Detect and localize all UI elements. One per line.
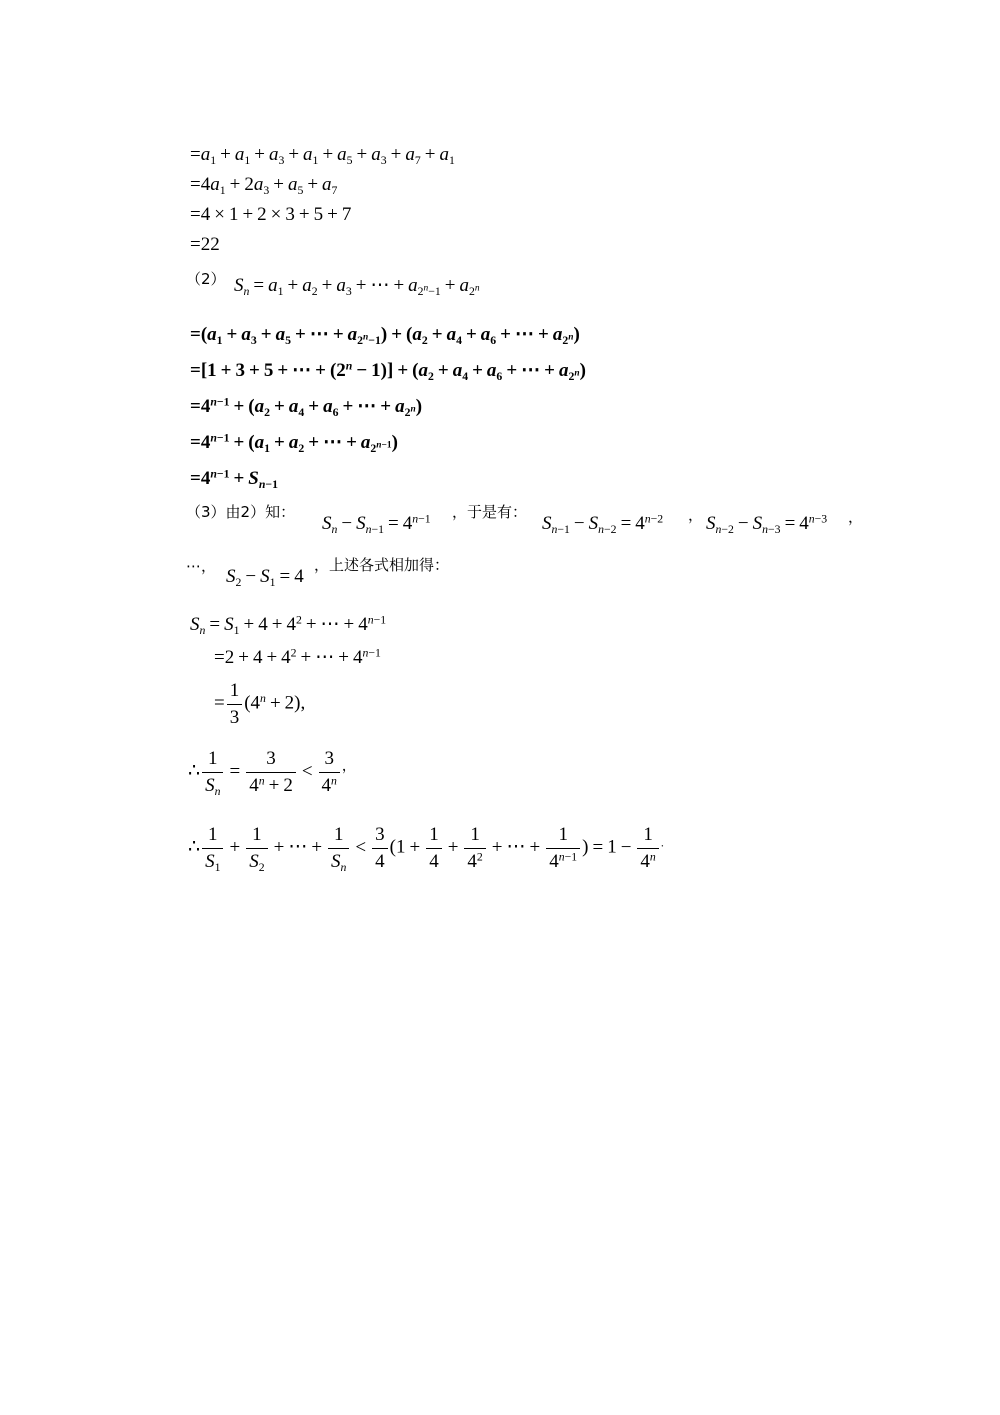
- fraction-1-over-4n: $\frac{1}{4^n}$: [637, 824, 658, 873]
- equation-line-1: $=a_1 + a_1 + a_3 + a_1 + a_5 + a_3 + a_7 + a_1$: [190, 144, 455, 168]
- part3-recurrence-2: $S_{n-1} - S_{n-2} = 4^{n-2}$: [542, 512, 664, 537]
- equation-line-4: =22: [190, 234, 220, 255]
- part3-recurrence-3: $S_{n-2} - S_{n-3} = 4^{n-3}$: [706, 512, 828, 537]
- fraction-3-over-4: $\frac{3}{4}$: [372, 824, 388, 873]
- sn-sum-line-1: $S_n = S_1 + 4 + 4^2$ + ⋯ + $4^{n-1}$: [190, 613, 387, 638]
- part2-sum-definition: $S_n = a_1 + a_2 + a_3$ + ⋯ + $a_{2^n-1} + a_{2^n}$: [234, 275, 480, 299]
- part3-yu-shi-you: ，于是有：: [452, 503, 528, 521]
- part2-step-4: $=4^{n-1} + (a_1 + a_2$ + ⋯ + $a_{2^{n-1}}$): [190, 431, 398, 456]
- fraction-1-over-sn: $\frac{1}{S_n}$: [202, 748, 223, 797]
- part2-step-2: =[1 + 3 + 5 + ⋯ + $(2^n - 1)] + (a_2 + a_4 + a_6$ + ⋯ + $a_{2^n}$): [190, 359, 586, 384]
- fraction-1-over-4-squared: $\frac{1}{4^2}$: [464, 824, 485, 873]
- fraction-3-over-4n-plus-2: $\frac{3}{4^n + 2}$: [246, 748, 296, 797]
- part3-comma-2: ，: [848, 508, 864, 526]
- sn-sum-line-3: = $\frac{1}{3}$ $(4^n + 2)$,: [214, 680, 306, 728]
- part2-step-1: $=(a_1 + a_3 + a_5$ + ⋯ + $a_{2^n-1}) + (a_2 + a_4 + a_6$ + ⋯ + $a_{2^n}$): [190, 324, 580, 348]
- therefore-line-1: ∴ $\frac{1}{S_n}$ = $\frac{3}{4^n + 2}$ < $\frac{3}{4^n}$ ，: [188, 748, 356, 798]
- fraction-3-over-4n: $\frac{3}{4^n}$: [319, 748, 340, 797]
- part2-step-3: $=4^{n-1} + (a_2 + a_4 + a_6$ + ⋯ + $a_{2^n}$): [190, 395, 423, 420]
- part3-add-text: ，上述各式相加得：: [314, 556, 450, 574]
- equation-line-3: =4 × 1 + 2 × 3 + 5 + 7: [190, 204, 352, 225]
- part3-label: （3）由2）知：: [186, 503, 296, 521]
- part3-comma: ，: [688, 506, 704, 524]
- fraction-1-over-4: $\frac{1}{4}$: [426, 824, 442, 873]
- part3-ellipsis: ⋯，: [186, 557, 217, 575]
- fraction-1-over-sn-2: $\frac{1}{S_n}$: [328, 824, 349, 873]
- part3-recurrence-1: $S_n - S_{n-1} = 4^{n-1}$: [322, 512, 431, 537]
- fraction-1-over-s2: $\frac{1}{S_2}$: [246, 824, 267, 873]
- part3-recurrence-last: $S_2 - S_1 = 4$: [226, 566, 304, 590]
- therefore-comma: ，: [341, 758, 356, 775]
- equation-line-2: $=4a_1 + 2a_3 + a_5 + a_7$: [190, 174, 338, 198]
- fraction-one-third: $\frac{1}{3}$: [227, 680, 243, 729]
- fraction-1-over-s1: $\frac{1}{S_1}$: [202, 824, 223, 873]
- fraction-1-over-4-n-minus-1: $\frac{1}{4^{n-1}}$: [546, 824, 580, 873]
- therefore-line-2: ∴ $\frac{1}{S_1}$ + $\frac{1}{S_2}$ + ⋯ + $\frac{1}{S_n}$ < $\frac{3}{4}$ (1 + $\frac{1}{4}$ + $\frac{1}{4^2}$ + ⋯ + $\frac{1}{4^{n-1}}$ ) = 1 − $\frac{1}{4^n}$ .: [188, 824, 664, 874]
- part2-step-5: $=4^{n-1} + S_{n-1}$: [190, 467, 279, 492]
- part2-label: （2）: [186, 270, 226, 288]
- sn-sum-line-2: $=2 + 4 + 4^2$ + ⋯ + $4^{n-1}$: [214, 646, 381, 668]
- final-period: .: [660, 835, 664, 850]
